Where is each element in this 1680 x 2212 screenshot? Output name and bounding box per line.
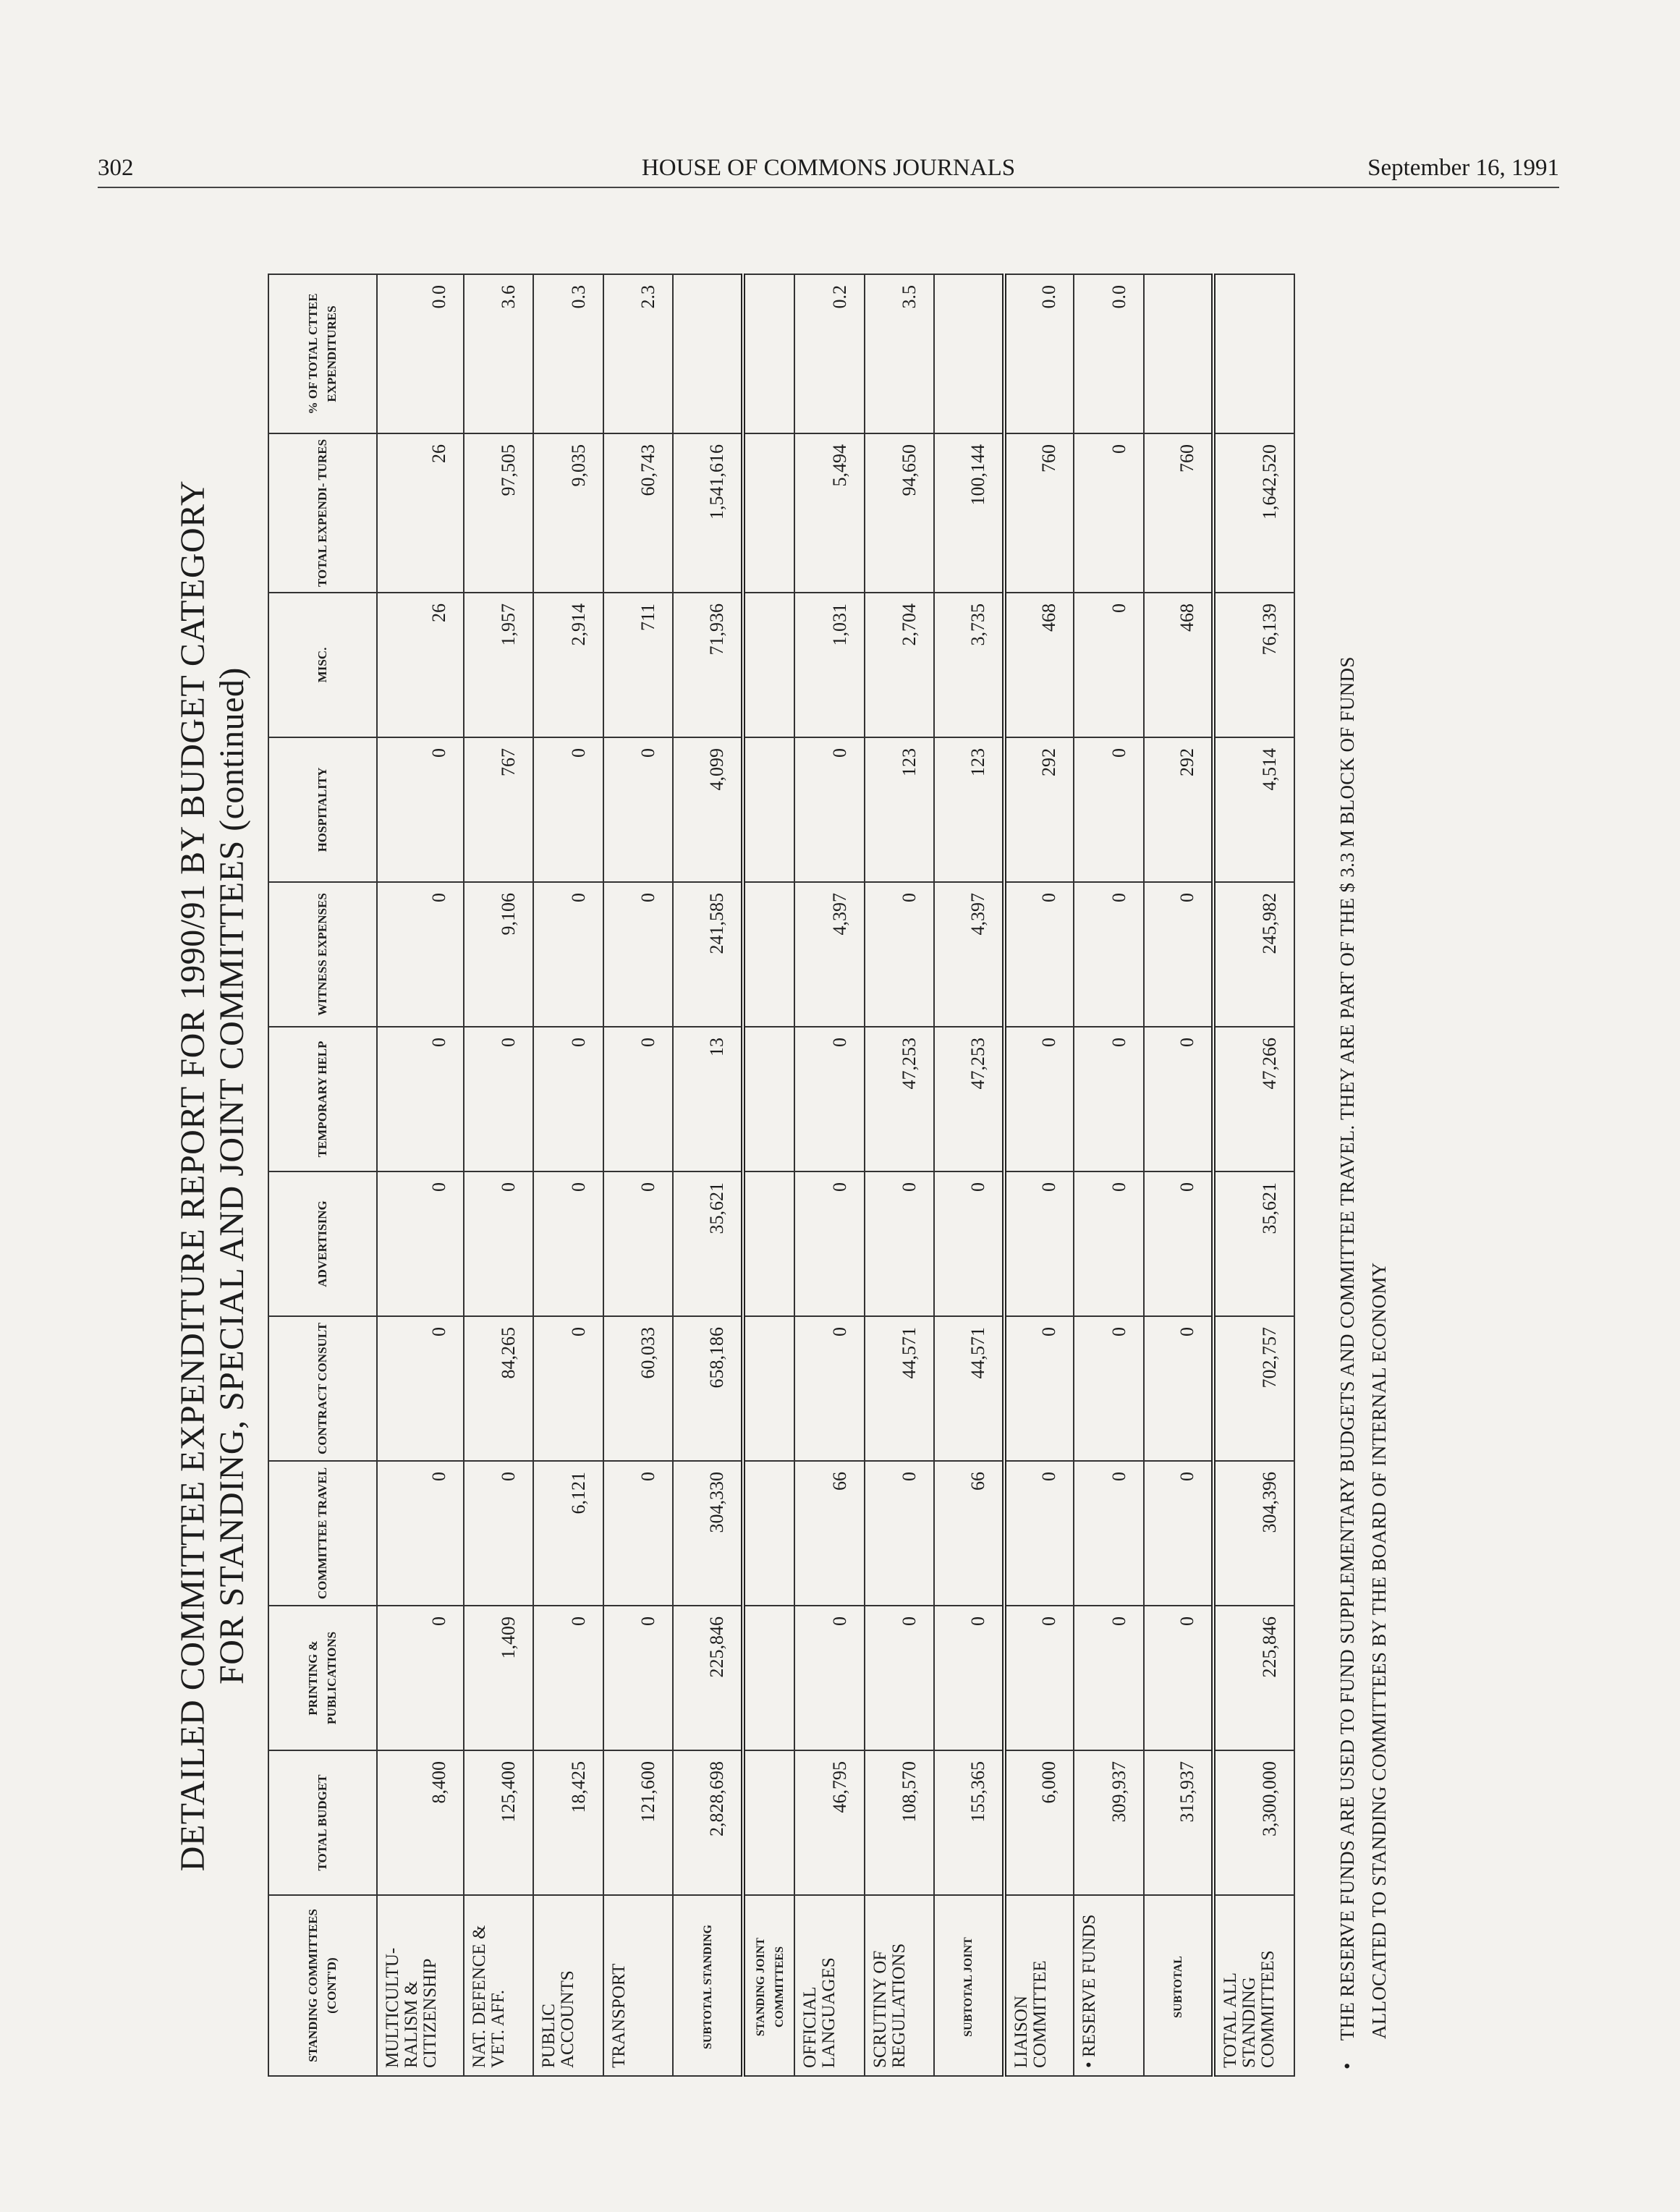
journal-title: HOUSE OF COMMONS JOURNALS — [641, 155, 1016, 181]
table-cell: 0 — [1004, 1171, 1074, 1316]
column-header: CONTRACT CONSULT — [268, 1316, 377, 1461]
table-row — [794, 274, 865, 2076]
table-cell: 26 — [377, 433, 464, 593]
table-cell: 304,330 — [673, 1461, 743, 1606]
table-cell: 0 — [1144, 1316, 1214, 1461]
table-cell: 0 — [533, 1316, 603, 1461]
table-cell: 18,425 — [533, 1750, 603, 1895]
table-cell: 225,846 — [673, 1606, 743, 1750]
table-cell — [1213, 274, 1294, 433]
table-cell — [743, 1606, 794, 1750]
table-row — [377, 274, 464, 2076]
table-cell: 309,937 — [1074, 1750, 1144, 1895]
column-header: TOTAL BUDGET — [268, 1750, 377, 1895]
footnote-line2: ALLOCATED TO STANDING COMMITTEES BY THE BOARD OF INTERNAL ECONOMY — [1368, 1262, 1390, 2039]
table-cell — [743, 1316, 794, 1461]
column-header: % OF TOTAL CTTEE EXPENDITURES — [268, 274, 377, 433]
table-cell: 26 — [377, 593, 464, 737]
table-cell: 35,621 — [673, 1171, 743, 1316]
table-cell: 47,253 — [865, 1027, 935, 1171]
table-cell: 35,621 — [1213, 1171, 1294, 1316]
table-cell: 0 — [533, 1027, 603, 1171]
table-cell: 0 — [1004, 882, 1074, 1027]
table-row — [464, 274, 534, 2076]
expenditure-table — [268, 274, 1295, 2077]
table-cell: 1,642,520 — [1213, 433, 1294, 593]
table-cell: 100,144 — [934, 433, 1004, 593]
table-cell: 0 — [794, 1171, 865, 1316]
table-cell: 0 — [794, 1027, 865, 1171]
table-cell: 468 — [1144, 593, 1214, 737]
report-title — [174, 253, 252, 2098]
table-cell: 0 — [1144, 1461, 1214, 1606]
table-cell: 0 — [865, 1606, 935, 1750]
row-label: SCRUTINY OF REGULATIONS — [865, 1895, 935, 2076]
table-cell: 0 — [377, 1606, 464, 1750]
table-cell: 47,253 — [934, 1027, 1004, 1171]
table-cell: 47,266 — [1213, 1027, 1294, 1171]
report-title-line2: FOR STANDING, SPECIAL AND JOINT COMMITTEES (continued) — [213, 667, 251, 1685]
table-cell: 4,099 — [673, 737, 743, 882]
table-cell: 9,106 — [464, 882, 534, 1027]
table-cell: 155,365 — [934, 1750, 1004, 1895]
table-cell: 0 — [1074, 1461, 1144, 1606]
row-label: TOTAL ALL STANDING COMMITTEES — [1213, 1895, 1294, 2076]
column-header: MISC. — [268, 593, 377, 737]
table-cell: 13 — [673, 1027, 743, 1171]
table-cell: 2,704 — [865, 593, 935, 737]
table-cell: 66 — [794, 1461, 865, 1606]
table-cell — [743, 433, 794, 593]
table-row — [743, 274, 794, 2076]
table-cell: 0 — [603, 882, 674, 1027]
table-row — [1144, 274, 1214, 2076]
table-row — [533, 274, 603, 2076]
column-header: ADVERTISING — [268, 1171, 377, 1316]
table-cell: 658,186 — [673, 1316, 743, 1461]
page-header — [98, 153, 1559, 188]
table-cell: 121,600 — [603, 1750, 674, 1895]
table-cell: 0 — [377, 1316, 464, 1461]
table-cell: 0 — [464, 1027, 534, 1171]
table-cell — [743, 274, 794, 433]
table-cell: 60,743 — [603, 433, 674, 593]
table-cell: 0 — [603, 1027, 674, 1171]
row-label: MULTICULTU- RALISM & CITIZENSHIP — [377, 1895, 464, 2076]
table-cell: 0 — [533, 882, 603, 1027]
table-cell: 0 — [603, 737, 674, 882]
table-cell: 0 — [603, 1606, 674, 1750]
table-cell: 0.0 — [377, 274, 464, 433]
column-header: HOSPITALITY — [268, 737, 377, 882]
table-cell: 292 — [1004, 737, 1074, 882]
table-cell: 245,982 — [1213, 882, 1294, 1027]
table-cell: 468 — [1004, 593, 1074, 737]
table-cell: 225,846 — [1213, 1606, 1294, 1750]
table-cell: 8,400 — [377, 1750, 464, 1895]
table-cell: 125,400 — [464, 1750, 534, 1895]
table-cell: 0 — [794, 737, 865, 882]
table-cell: 0 — [377, 1461, 464, 1606]
table-cell: 292 — [1144, 737, 1214, 882]
table-row — [1213, 274, 1294, 2076]
row-label: SUBTOTAL JOINT — [934, 1895, 1004, 2076]
table-cell — [743, 1750, 794, 1895]
table-cell: 0 — [1004, 1027, 1074, 1171]
table-cell: 0 — [1074, 1171, 1144, 1316]
table-row — [865, 274, 935, 2076]
table-cell: 44,571 — [934, 1316, 1004, 1461]
table-cell: 0 — [865, 882, 935, 1027]
table-cell: 97,505 — [464, 433, 534, 593]
table-cell: 3,300,000 — [1213, 1750, 1294, 1895]
table-cell: 123 — [865, 737, 935, 882]
table-cell: 3.5 — [865, 274, 935, 433]
table-row — [673, 274, 743, 2076]
table-cell: 6,121 — [533, 1461, 603, 1606]
table-cell — [743, 737, 794, 882]
table-cell: 760 — [1004, 433, 1074, 593]
table-cell: 0 — [1074, 737, 1144, 882]
table-cell: 0 — [865, 1461, 935, 1606]
table-row — [1074, 274, 1144, 2076]
row-label: STANDING JOINT COMMITTEES — [743, 1895, 794, 2076]
page-date: September 16, 1991 — [1367, 155, 1559, 181]
column-header: STANDING COMMITTEES (CONT'D) — [268, 1895, 377, 2076]
report-title-line1: DETAILED COMMITTEE EXPENDITURE REPORT FOR 1990/91 BY BUDGET CATEGORY — [174, 480, 212, 1872]
table-row — [1004, 274, 1074, 2076]
table-cell: 0 — [1144, 1171, 1214, 1316]
footnote-bullet: • — [1336, 2062, 1358, 2069]
table-cell: 1,541,616 — [673, 433, 743, 593]
table-cell: 315,937 — [1144, 1750, 1214, 1895]
table-cell: 767 — [464, 737, 534, 882]
table-cell: 760 — [1144, 433, 1214, 593]
table-cell: 0 — [865, 1171, 935, 1316]
column-header: PRINTING & PUBLICATIONS — [268, 1606, 377, 1750]
table-cell: 44,571 — [865, 1316, 935, 1461]
table-cell: 0 — [1004, 1461, 1074, 1606]
table-cell: 0 — [1074, 433, 1144, 593]
table-cell: 2.3 — [603, 274, 674, 433]
table-cell: 0 — [1004, 1316, 1074, 1461]
footnote — [1331, 275, 1395, 2069]
table-cell: 0 — [1144, 1027, 1214, 1171]
table-cell: 94,650 — [865, 433, 935, 593]
table-cell: 0 — [794, 1606, 865, 1750]
table-cell: 0 — [1074, 882, 1144, 1027]
row-label: TRANSPORT — [603, 1895, 674, 2076]
rotated-report — [174, 253, 1447, 2098]
table-cell: 0 — [533, 737, 603, 882]
table-cell: 0 — [1074, 593, 1144, 737]
column-header: TEMPORARY HELP — [268, 1027, 377, 1171]
table-header-row — [268, 274, 377, 2076]
table-cell: 0.2 — [794, 274, 865, 433]
table-cell: 71,936 — [673, 593, 743, 737]
table-cell — [934, 274, 1004, 433]
column-header: TOTAL EXPENDI- TURES — [268, 433, 377, 593]
table-cell: 0 — [1144, 1606, 1214, 1750]
table-cell: 3,735 — [934, 593, 1004, 737]
table-cell: 0 — [1074, 1606, 1144, 1750]
table-cell: 9,035 — [533, 433, 603, 593]
table-cell: 0.3 — [533, 274, 603, 433]
footnote-line1: THE RESERVE FUNDS ARE USED TO FUND SUPPLEMENTARY BUDGETS AND COMMITTEE TRAVEL. THEY ARE PART OF THE $ 3.3 M BLOCK OF FUNDS — [1336, 656, 1358, 2041]
table-cell: 1,957 — [464, 593, 534, 737]
table-cell: 0 — [377, 1171, 464, 1316]
row-label: PUBLIC ACCOUNTS — [533, 1895, 603, 2076]
row-label: SUBTOTAL STANDING — [673, 1895, 743, 2076]
table-cell: 6,000 — [1004, 1750, 1074, 1895]
table-cell: 0 — [1074, 1027, 1144, 1171]
table-cell: 0 — [377, 1027, 464, 1171]
table-cell: 0 — [934, 1171, 1004, 1316]
table-cell: 0.0 — [1074, 274, 1144, 433]
table-cell: 4,397 — [934, 882, 1004, 1027]
table-cell — [743, 1027, 794, 1171]
table-row — [603, 274, 674, 2076]
row-label: LIAISON COMMITTEE — [1004, 1895, 1074, 2076]
table-cell: 0 — [377, 737, 464, 882]
table-cell: 46,795 — [794, 1750, 865, 1895]
table-cell: 702,757 — [1213, 1316, 1294, 1461]
table-cell: 108,570 — [865, 1750, 935, 1895]
table-cell: 5,494 — [794, 433, 865, 593]
table-cell: 66 — [934, 1461, 1004, 1606]
row-label: • RESERVE FUNDS — [1074, 1895, 1144, 2076]
table-cell: 2,828,698 — [673, 1750, 743, 1895]
page-number: 302 — [98, 155, 134, 181]
table-cell: 304,396 — [1213, 1461, 1294, 1606]
table-cell — [743, 1171, 794, 1316]
column-header: COMMITTEE TRAVEL — [268, 1461, 377, 1606]
table-cell: 4,514 — [1213, 737, 1294, 882]
table-cell: 0 — [533, 1606, 603, 1750]
table-cell: 0 — [1074, 1316, 1144, 1461]
table-cell — [743, 593, 794, 737]
table-cell: 84,265 — [464, 1316, 534, 1461]
column-header: WITNESS EXPENSES — [268, 882, 377, 1027]
table-cell: 0 — [603, 1461, 674, 1606]
row-label: OFFICIAL LANGUAGES — [794, 1895, 865, 2076]
table-cell — [743, 1461, 794, 1606]
table-cell: 60,033 — [603, 1316, 674, 1461]
table-cell: 0 — [377, 882, 464, 1027]
table-cell: 123 — [934, 737, 1004, 882]
table-cell: 0 — [1144, 882, 1214, 1027]
table-cell: 76,139 — [1213, 593, 1294, 737]
row-label: SUBTOTAL — [1144, 1895, 1214, 2076]
table-cell: 4,397 — [794, 882, 865, 1027]
table-cell: 0 — [464, 1171, 534, 1316]
row-label: NAT. DEFENCE & VET. AFF. — [464, 1895, 534, 2076]
table-cell: 0.0 — [1004, 274, 1074, 433]
table-cell: 0 — [794, 1316, 865, 1461]
table-cell: 3.6 — [464, 274, 534, 433]
table-cell: 241,585 — [673, 882, 743, 1027]
table-cell: 2,914 — [533, 593, 603, 737]
table-cell — [673, 274, 743, 433]
table-cell: 0 — [603, 1171, 674, 1316]
table-cell — [743, 882, 794, 1027]
table-cell: 1,409 — [464, 1606, 534, 1750]
table-cell — [1144, 274, 1214, 433]
table-cell: 0 — [533, 1171, 603, 1316]
table-cell: 0 — [464, 1461, 534, 1606]
table-row — [934, 274, 1004, 2076]
table-cell: 0 — [934, 1606, 1004, 1750]
table-cell: 711 — [603, 593, 674, 737]
table-cell: 1,031 — [794, 593, 865, 737]
table-cell: 0 — [1004, 1606, 1074, 1750]
